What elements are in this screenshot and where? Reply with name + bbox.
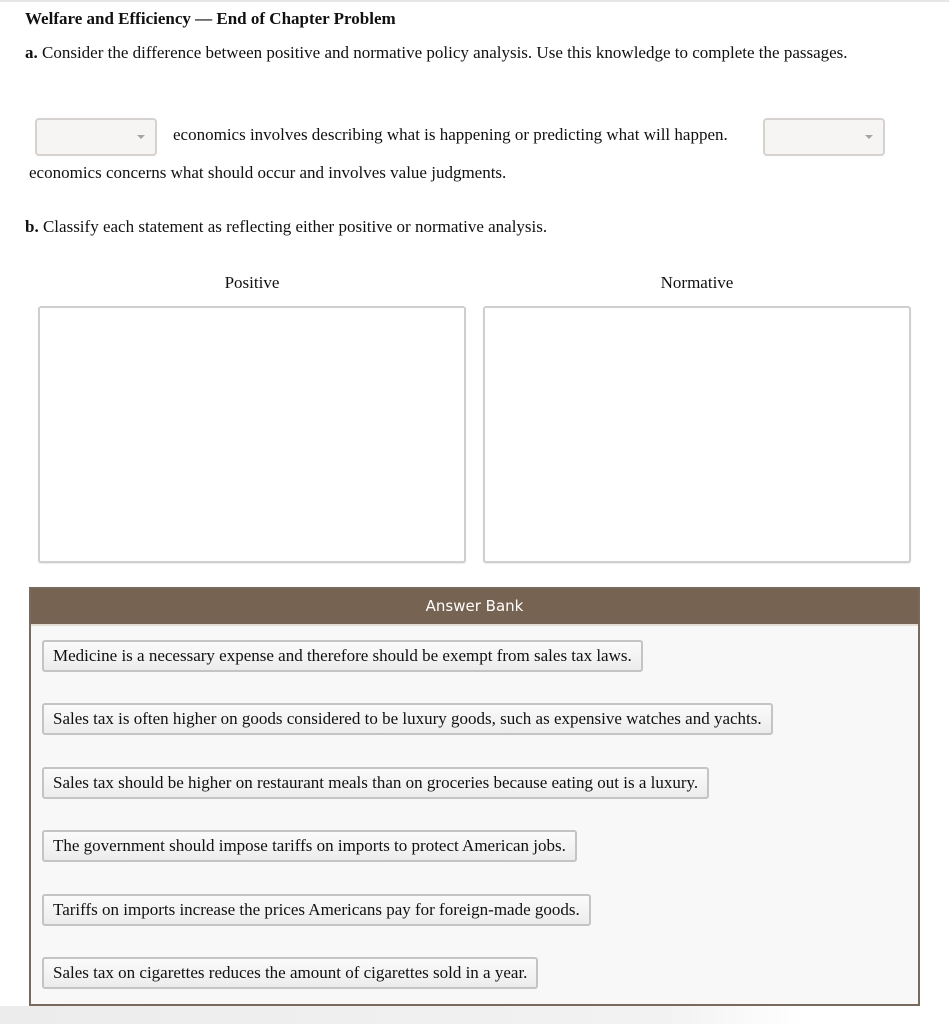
bottom-shadow (0, 1006, 949, 1024)
positive-normative-dropdown-1[interactable] (35, 118, 157, 156)
answer-bank-title: Answer Bank (31, 589, 918, 626)
page-title: Welfare and Efficiency — End of Chapter Problem (25, 9, 396, 28)
top-divider (0, 0, 949, 2)
answer-chip[interactable]: Sales tax on cigarettes reduces the amount of cigarettes sold in a year. (42, 957, 538, 989)
answer-chip[interactable]: Medicine is a necessary expense and therefore should be exempt from sales tax laws. (42, 640, 643, 672)
part-a-text: Consider the difference between positive and normative policy analysis. Use this knowledge to complete the passages. (42, 43, 848, 62)
passage-1-text: economics involves describing what is happening or predicting what will happen. (173, 125, 728, 144)
normative-column-label: Normative (660, 273, 734, 292)
positive-column-label: Positive (224, 273, 280, 292)
positive-normative-dropdown-2[interactable] (763, 118, 885, 156)
answer-chip[interactable]: Sales tax should be higher on restaurant meals than on groceries because eating out is a luxury. (42, 767, 709, 799)
normative-drop-zone[interactable] (483, 306, 911, 563)
answer-chip[interactable]: Sales tax is often higher on goods considered to be luxury goods, such as expensive watches and yachts. (42, 703, 773, 735)
answer-chip[interactable]: The government should impose tariffs on imports to protect American jobs. (42, 830, 577, 862)
part-b-instructions (25, 217, 547, 237)
answer-bank (29, 587, 920, 1006)
part-a-label: a. (25, 43, 38, 62)
part-b-text: Classify each statement as reflecting either positive or normative analysis. (42, 217, 548, 236)
part-a-instructions (25, 43, 848, 63)
answer-chip[interactable]: Tariffs on imports increase the prices Americans pay for foreign-made goods. (42, 894, 591, 926)
chevron-down-icon (865, 135, 873, 139)
chevron-down-icon (137, 135, 145, 139)
positive-drop-zone[interactable] (38, 306, 466, 563)
passage-2-text: economics concerns what should occur and involves value judgments. (29, 163, 507, 182)
part-b-label: b. (25, 217, 39, 236)
